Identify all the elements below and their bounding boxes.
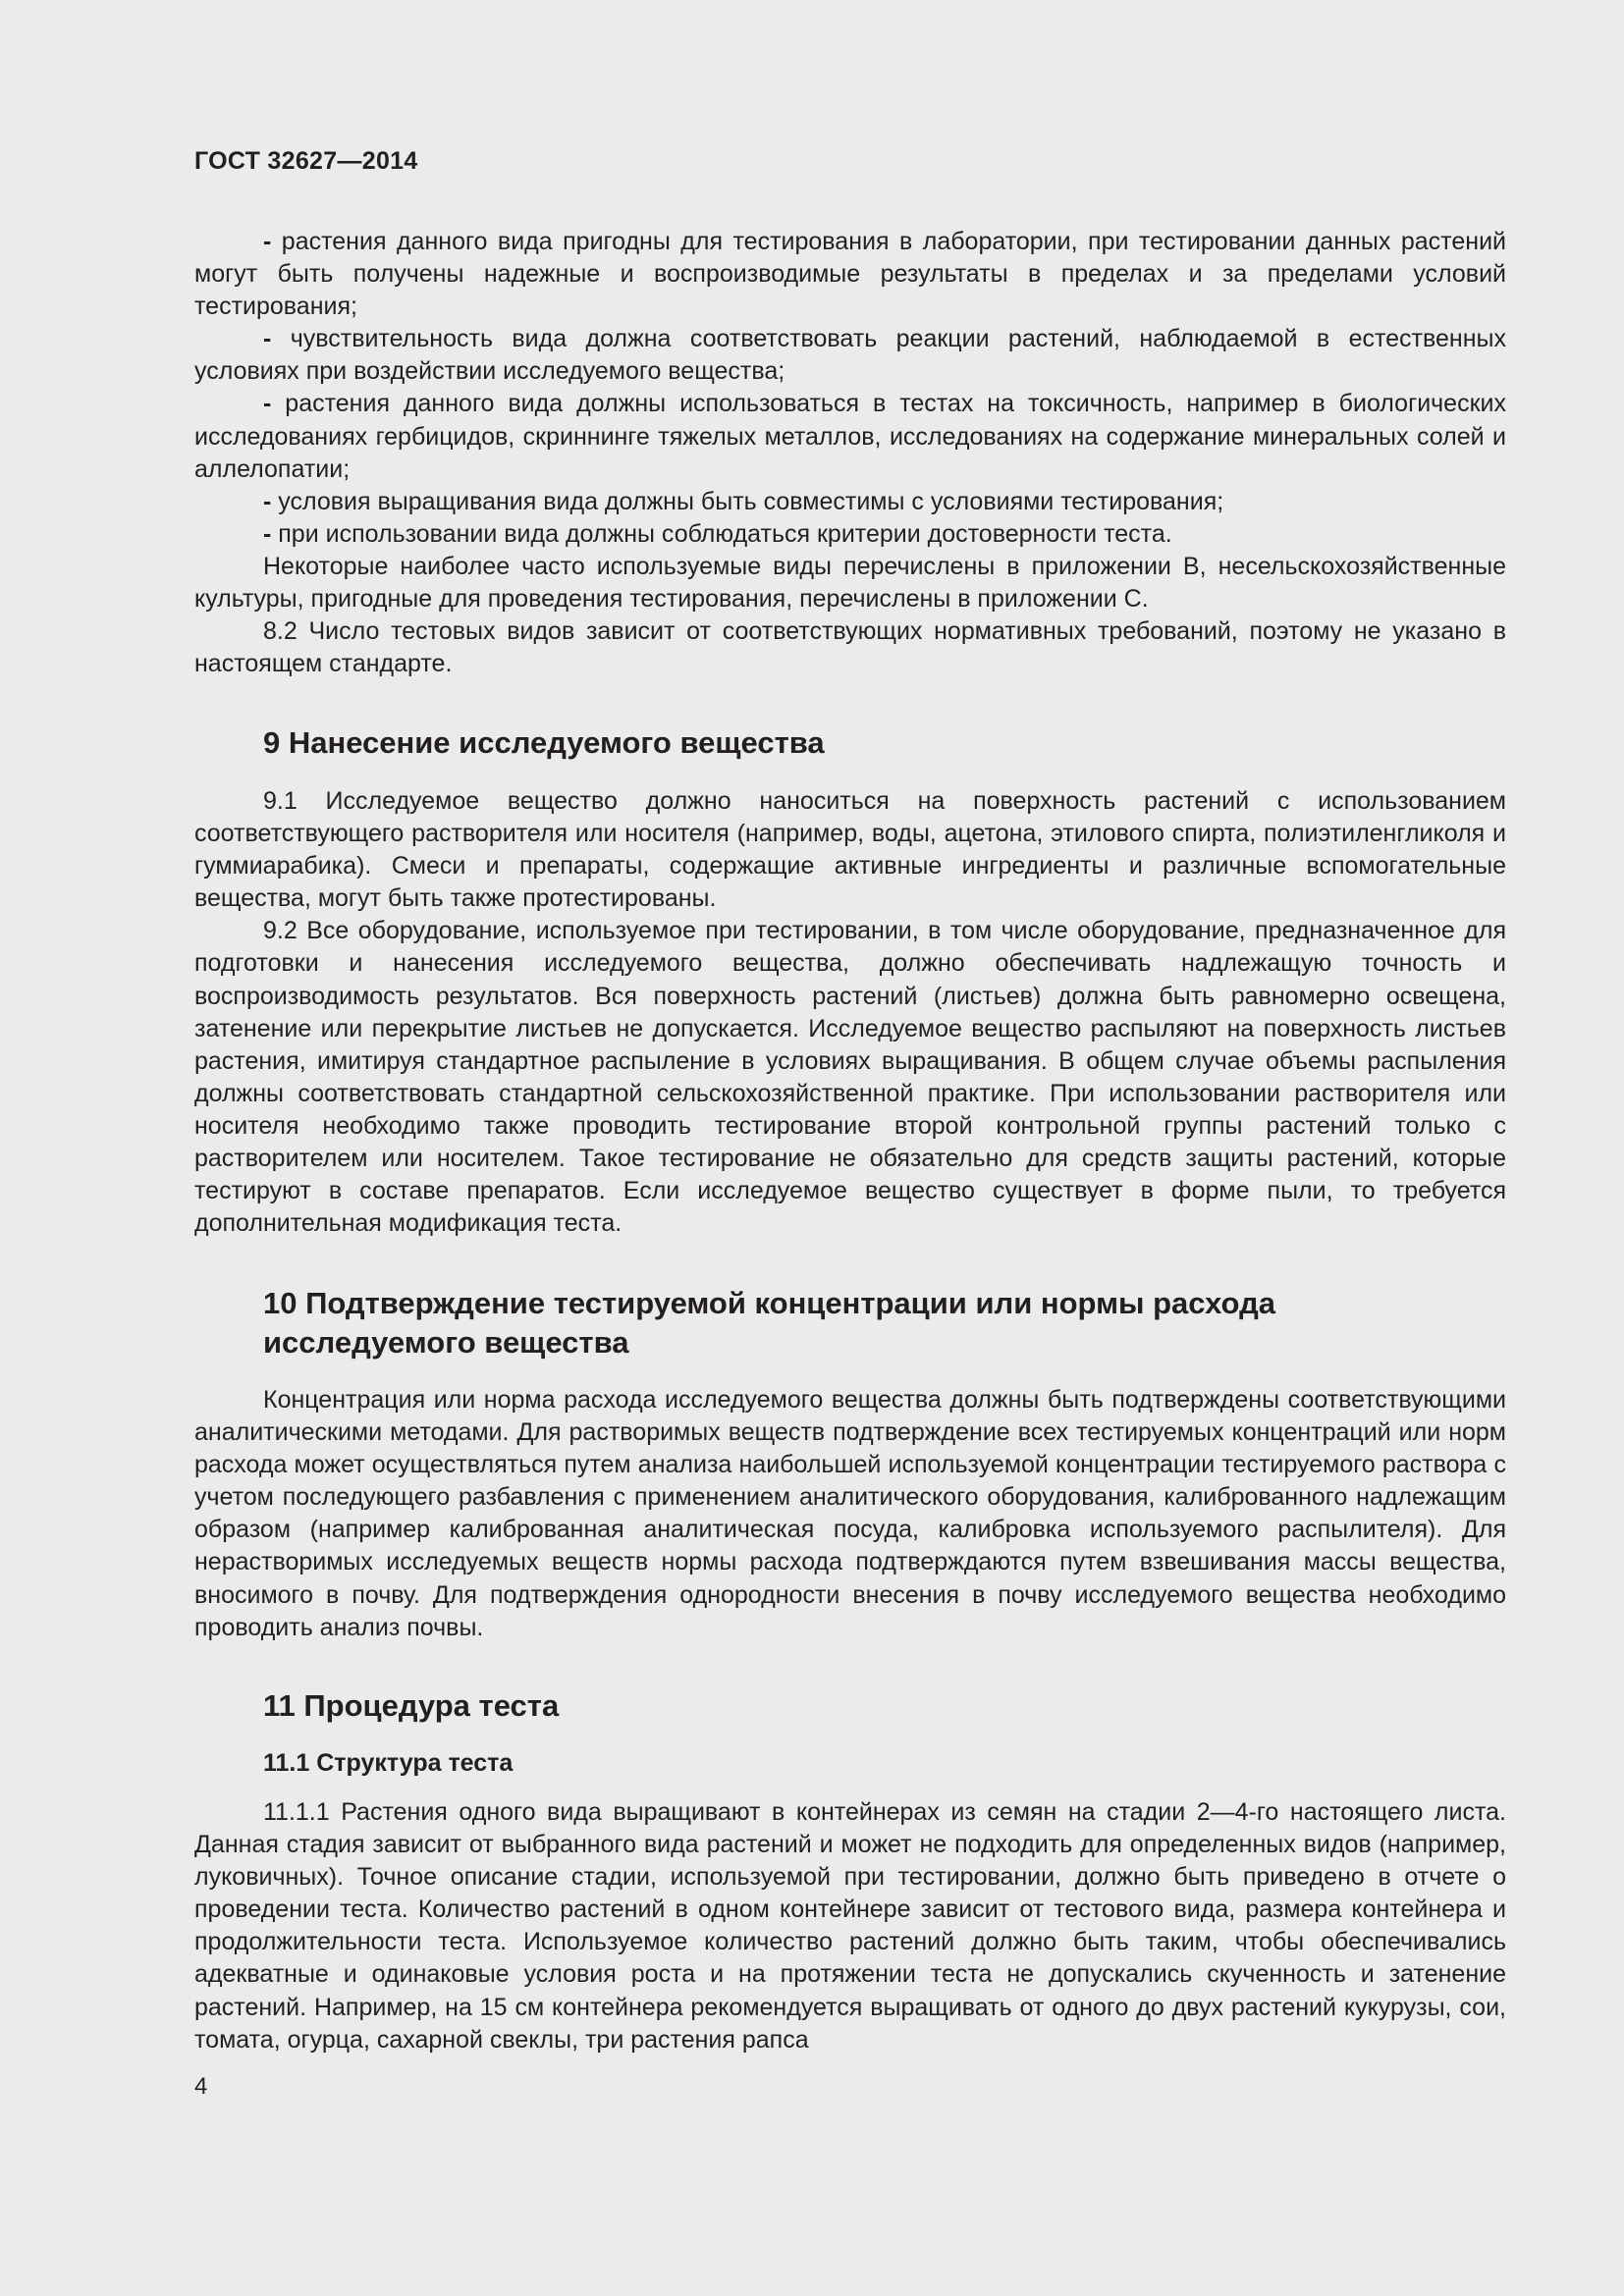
intro-block bbox=[194, 226, 1506, 680]
section-10-body bbox=[194, 1384, 1506, 1644]
list-item: - чувствительность вида должна соответствовать реакции растений, наблюдаемой в естественных условиях при воздействии исследуемого вещества; bbox=[194, 325, 1506, 386]
list-item: - растения данного вида пригодны для тестирования в лаборатории, при тестировании данных растений могут быть получены надежные и воспроизводимые результаты в пределах и за пределами условий тестирования; bbox=[194, 228, 1506, 321]
section-11-1-title: 11.1 Структура теста bbox=[263, 1749, 514, 1777]
section-10-title-line2: исследуемого вещества bbox=[263, 1325, 629, 1360]
paragraph: Концентрация или норма расхода исследуемого вещества должны быть подтверждены соответствующими аналитическими методами. Для растворимых веществ подтверждение всех тестируемых концентраций или норм расхода может осуществляться путем анализа наибольшей используемой концентрации тестируемого раствора с учетом последующего разбавления с применением аналитического оборудования, калиброванного надлежащим образом (например калиброванная аналитическая посуда, калибровка используемого распылителя). Для нерастворимых исследуемых веществ нормы расхода подтверждаются путем взвешивания массы вещества, вносимого в почву. Для подтверждения однородности внесения в почву исследуемого вещества необходимо проводить анализ почвы. bbox=[194, 1386, 1506, 1641]
page-number: 4 bbox=[194, 2073, 208, 2100]
section-10-title-line1: 10 Подтверждение тестируемой концентрации или нормы расхода bbox=[263, 1286, 1276, 1320]
document-header: ГОСТ 32627—2014 bbox=[194, 147, 418, 175]
section-11-title: 11 Процедура теста bbox=[263, 1688, 560, 1723]
paragraph: 11.1.1 Растения одного вида выращивают в контейнерах из семян на стадии 2—4-го настоящего листа. Данная стадия зависит от выбранного вида растений и может не подходить для определенных видов (например, луковичных). Точное описание стадии, используемой при тестировании, должно быть приведено в отчете о проведении теста. Количество растений в одном контейнере зависит от тестового вида, размера контейнера и продолжительности теста. Используемое количество растений должно быть таким, чтобы обеспечивались адекватные и одинаковые условия роста и на протяжении теста не допускались скученность и затенение растений. Например, на 15 см контейнера рекомендуется выращивать от одного до двух растений кукурузы, сои, томата, огурца, сахарной свеклы, три растения рапса bbox=[194, 1798, 1506, 2054]
paragraph: 8.2 Число тестовых видов зависит от соответствующих нормативных требований, поэтому не указано в настоящем стандарте. bbox=[194, 617, 1506, 678]
section-9-title: 9 Нанесение исследуемого вещества bbox=[263, 725, 825, 760]
list-item: - при использовании вида должны соблюдаться критерии достоверности теста. bbox=[263, 519, 1172, 548]
paragraph: 9.1 Исследуемое вещество должно наноситься на поверхность растений с использованием соответствующего растворителя или носителя (например, воды, ацетона, этилового спирта, полиэтиленгликоля и гуммиарабика). Смеси и препараты, содержащие активные ингредиенты и различные вспомогательные вещества, могут быть также протестированы. bbox=[194, 787, 1506, 913]
paragraph: 9.2 Все оборудование, используемое при тестировании, в том числе оборудование, предназначенное для подготовки и нанесения исследуемого вещества, должно обеспечивать надлежащую точность и воспроизводимость результатов. Вся поверхность растений (листьев) должна быть равномерно освещена, затенение или перекрытие листьев не допускается. Исследуемое вещество распыляют на поверхность листьев растения, имитируя стандартное распыление в условиях выращивания. В общем случае объемы распыления должны соответствовать стандартной сельскохозяйственной практике. При использовании растворителя или носителя необходимо также проводить тестирование второй контрольной группы растений только с растворителем или носителем. Такое тестирование не обязательно для средств защиты растений, которые тестируют в составе препаратов. Если исследуемое вещество существует в форме пыли, то требуется дополнительная модификация теста. bbox=[194, 917, 1506, 1238]
section-9-body bbox=[194, 785, 1506, 1240]
list-item: - условия выращивания вида должны быть совместимы с условиями тестирования; bbox=[263, 487, 1224, 515]
section-10-title bbox=[263, 1284, 1441, 1362]
list-item: - растения данного вида должны использоваться в тестах на токсичность, например в биологических исследованиях гербицидов, скриннинге тяжелых металлов, исследованиях на содержание минеральных солей и аллелопатии; bbox=[194, 390, 1506, 483]
paragraph: Некоторые наиболее часто используемые виды перечислены в приложении B, несельскохозяйственные культуры, пригодные для проведения тестирования, перечислены в приложении C. bbox=[194, 552, 1506, 614]
section-11-body bbox=[194, 1796, 1506, 2056]
